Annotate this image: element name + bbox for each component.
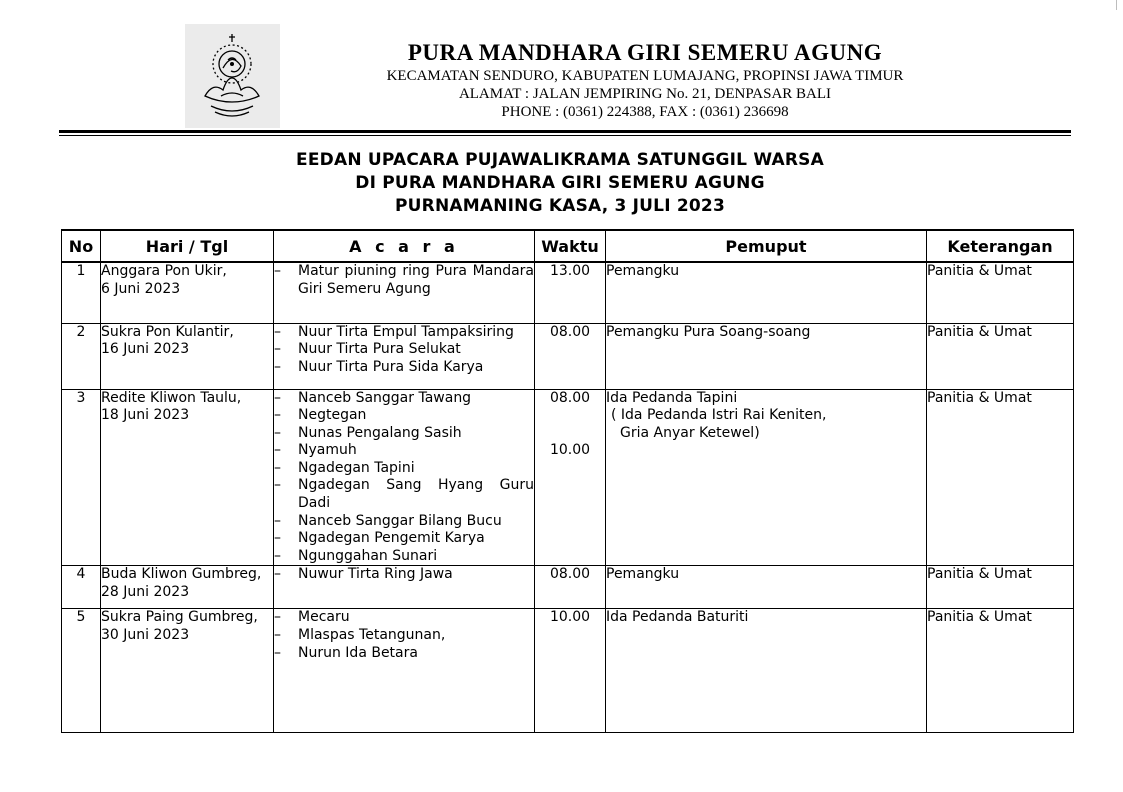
column-header-acara: A c a r a [274, 230, 535, 262]
table-row [62, 609, 1074, 733]
row-keterangan: Panitia & Umat [927, 609, 1074, 733]
acara-item: – Nanceb Sanggar Bilang Bucu [274, 512, 502, 529]
acara-item: – Nurun Ida Betara [274, 644, 418, 661]
temple-emblem-icon [185, 24, 280, 128]
row-pemuput: Ida Pedanda Baturiti [606, 609, 749, 626]
row-time-spacer [535, 425, 605, 443]
header-rule-thin [59, 135, 1071, 136]
row-day-name: Redite Kliwon Taulu, [101, 389, 242, 406]
row-day-name: Buda Kliwon Gumbreg, [101, 566, 262, 583]
dash-marker: – [274, 609, 281, 626]
dash-marker: – [274, 341, 281, 358]
row-time-cell [535, 609, 606, 733]
acara-item: – Negtegan [274, 407, 367, 424]
dash-marker: – [274, 424, 281, 441]
organization-title: PURA MANDHARA GIRI SEMERU AGUNG [407, 40, 883, 65]
row-acara-cell [274, 389, 535, 566]
row-time: 08.00 [549, 323, 591, 340]
organization-location: KECAMATAN SENDURO, KABUPATEN LUMAJANG, PROPINSI JAWA TIMUR [386, 68, 904, 84]
row-day-name: Anggara Pon Ukir, [101, 263, 227, 279]
dash-marker: – [274, 547, 281, 564]
acara-item: – Nuur Tirta Pura Selukat [274, 341, 461, 358]
row-acara-cell [274, 262, 535, 323]
dash-marker: – [274, 566, 281, 583]
row-time: 13.00 [549, 263, 591, 279]
row-date: 28 Juni 2023 [101, 584, 190, 601]
row-number: 5 [62, 609, 101, 733]
table-row [62, 262, 1074, 323]
table-row [62, 566, 1074, 609]
dash-marker: – [274, 442, 281, 459]
organization-address: ALAMAT : JALAN JEMPIRING No. 21, DENPASAR BALI [458, 86, 832, 102]
row-pemuput-cell [606, 262, 927, 323]
acara-item: – Matur piuning ring Pura Mandara Giri Semeru Agung [274, 263, 534, 297]
row-number: 4 [62, 566, 101, 609]
acara-item: – Mecaru [274, 609, 350, 626]
row-time-spacer [535, 407, 605, 425]
row-pemuput: Pemangku [606, 263, 680, 279]
dash-marker: – [274, 389, 281, 406]
document-title-line-1: EEDAN UPACARA PUJAWALIKRAMA SATUNGGIL WARSA [296, 150, 824, 170]
row-day-name: Sukra Paing Gumbreg, [101, 609, 258, 626]
row-keterangan: Panitia & Umat [927, 262, 1074, 323]
acara-item: – Nuwur Tirta Ring Jawa [274, 566, 453, 583]
row-date: 30 Juni 2023 [101, 627, 190, 644]
column-header-hari-tgl: Hari / Tgl [101, 230, 274, 262]
dash-marker: – [274, 530, 281, 547]
acara-item: – Ngadegan Tapini [274, 459, 415, 476]
row-pemuput-cell [606, 609, 927, 733]
acara-item: – Nuur Tirta Empul Tampaksiring [274, 323, 514, 340]
row-pemuput: Ida Pedanda Tapini [606, 389, 738, 406]
row-pemuput-cell [606, 323, 927, 389]
table-row [62, 323, 1074, 389]
dash-marker: – [274, 407, 281, 424]
acara-item: – Nunas Pengalang Sasih [274, 424, 462, 441]
row-time-cell [535, 389, 606, 566]
page-corner-mark [1116, 0, 1123, 10]
row-pemuput-cell [606, 566, 927, 609]
row-pemuput: Pemangku [606, 566, 680, 583]
acara-item: – Ngadegan Pengemit Karya [274, 530, 485, 547]
ceremony-schedule-table [61, 229, 1074, 733]
row-pemuput: Pemangku Pura Soang-soang [606, 323, 811, 340]
row-number: 3 [62, 389, 101, 566]
row-time-cell [535, 262, 606, 323]
dash-marker: – [274, 477, 281, 494]
dash-marker: – [274, 323, 281, 340]
row-time: 08.00 [549, 389, 591, 406]
acara-item: – Nyamuh [274, 442, 357, 459]
row-acara-cell [274, 609, 535, 733]
dash-marker: – [274, 627, 281, 644]
dash-marker: – [274, 512, 281, 529]
document-title-line-2: DI PURA MANDHARA GIRI SEMERU AGUNG [355, 173, 765, 193]
table-row [62, 389, 1074, 566]
row-date-cell [101, 389, 274, 566]
acara-item: – Ngunggahan Sunari [274, 547, 438, 564]
row-pemuput-detail: ( Ida Pedanda Istri Rai Keniten, [611, 407, 827, 424]
row-pemuput-detail: Gria Anyar Ketewel) [620, 424, 760, 441]
dash-marker: – [274, 358, 281, 375]
column-header-waktu: Waktu [535, 230, 606, 262]
row-date-cell [101, 609, 274, 733]
row-keterangan: Panitia & Umat [927, 566, 1074, 609]
table-header-row [62, 230, 1074, 262]
row-date-cell [101, 262, 274, 323]
row-date: 16 Juni 2023 [101, 341, 190, 358]
acara-item: – Nuur Tirta Pura Sida Karya [274, 358, 484, 375]
row-number: 2 [62, 323, 101, 389]
column-header-no: No [62, 230, 101, 262]
column-header-keterangan: Keterangan [927, 230, 1074, 262]
row-time: 10.00 [549, 609, 591, 626]
row-pemuput-cell [606, 389, 927, 566]
row-time-cell [535, 323, 606, 389]
column-header-pemuput: Pemuput [606, 230, 927, 262]
row-time: 10.00 [549, 442, 591, 459]
row-keterangan: Panitia & Umat [927, 323, 1074, 389]
acara-item: – Mlaspas Tetangunan, [274, 627, 446, 644]
row-keterangan: Panitia & Umat [927, 389, 1074, 566]
row-day-name: Sukra Pon Kulantir, [101, 323, 234, 340]
row-acara-cell [274, 323, 535, 389]
row-time-cell [535, 566, 606, 609]
row-date-cell [101, 566, 274, 609]
organization-phone-fax: PHONE : (0361) 224388, FAX : (0361) 236698 [501, 104, 789, 120]
dash-marker: – [274, 459, 281, 476]
header-rule-thick [59, 130, 1071, 133]
acara-item: – Nanceb Sanggar Tawang [274, 389, 472, 406]
row-date: 6 Juni 2023 [101, 280, 181, 297]
row-number: 1 [62, 262, 101, 323]
dash-marker: – [274, 644, 281, 661]
row-date-cell [101, 323, 274, 389]
dash-marker: – [274, 263, 281, 279]
acara-item: – Ngadegan Sang Hyang Guru Dadi [274, 477, 534, 512]
row-date: 18 Juni 2023 [101, 407, 190, 424]
document-title-line-3: PURNAMANING KASA, 3 JULI 2023 [395, 196, 725, 216]
row-acara-cell [274, 566, 535, 609]
row-time: 08.00 [549, 566, 591, 583]
